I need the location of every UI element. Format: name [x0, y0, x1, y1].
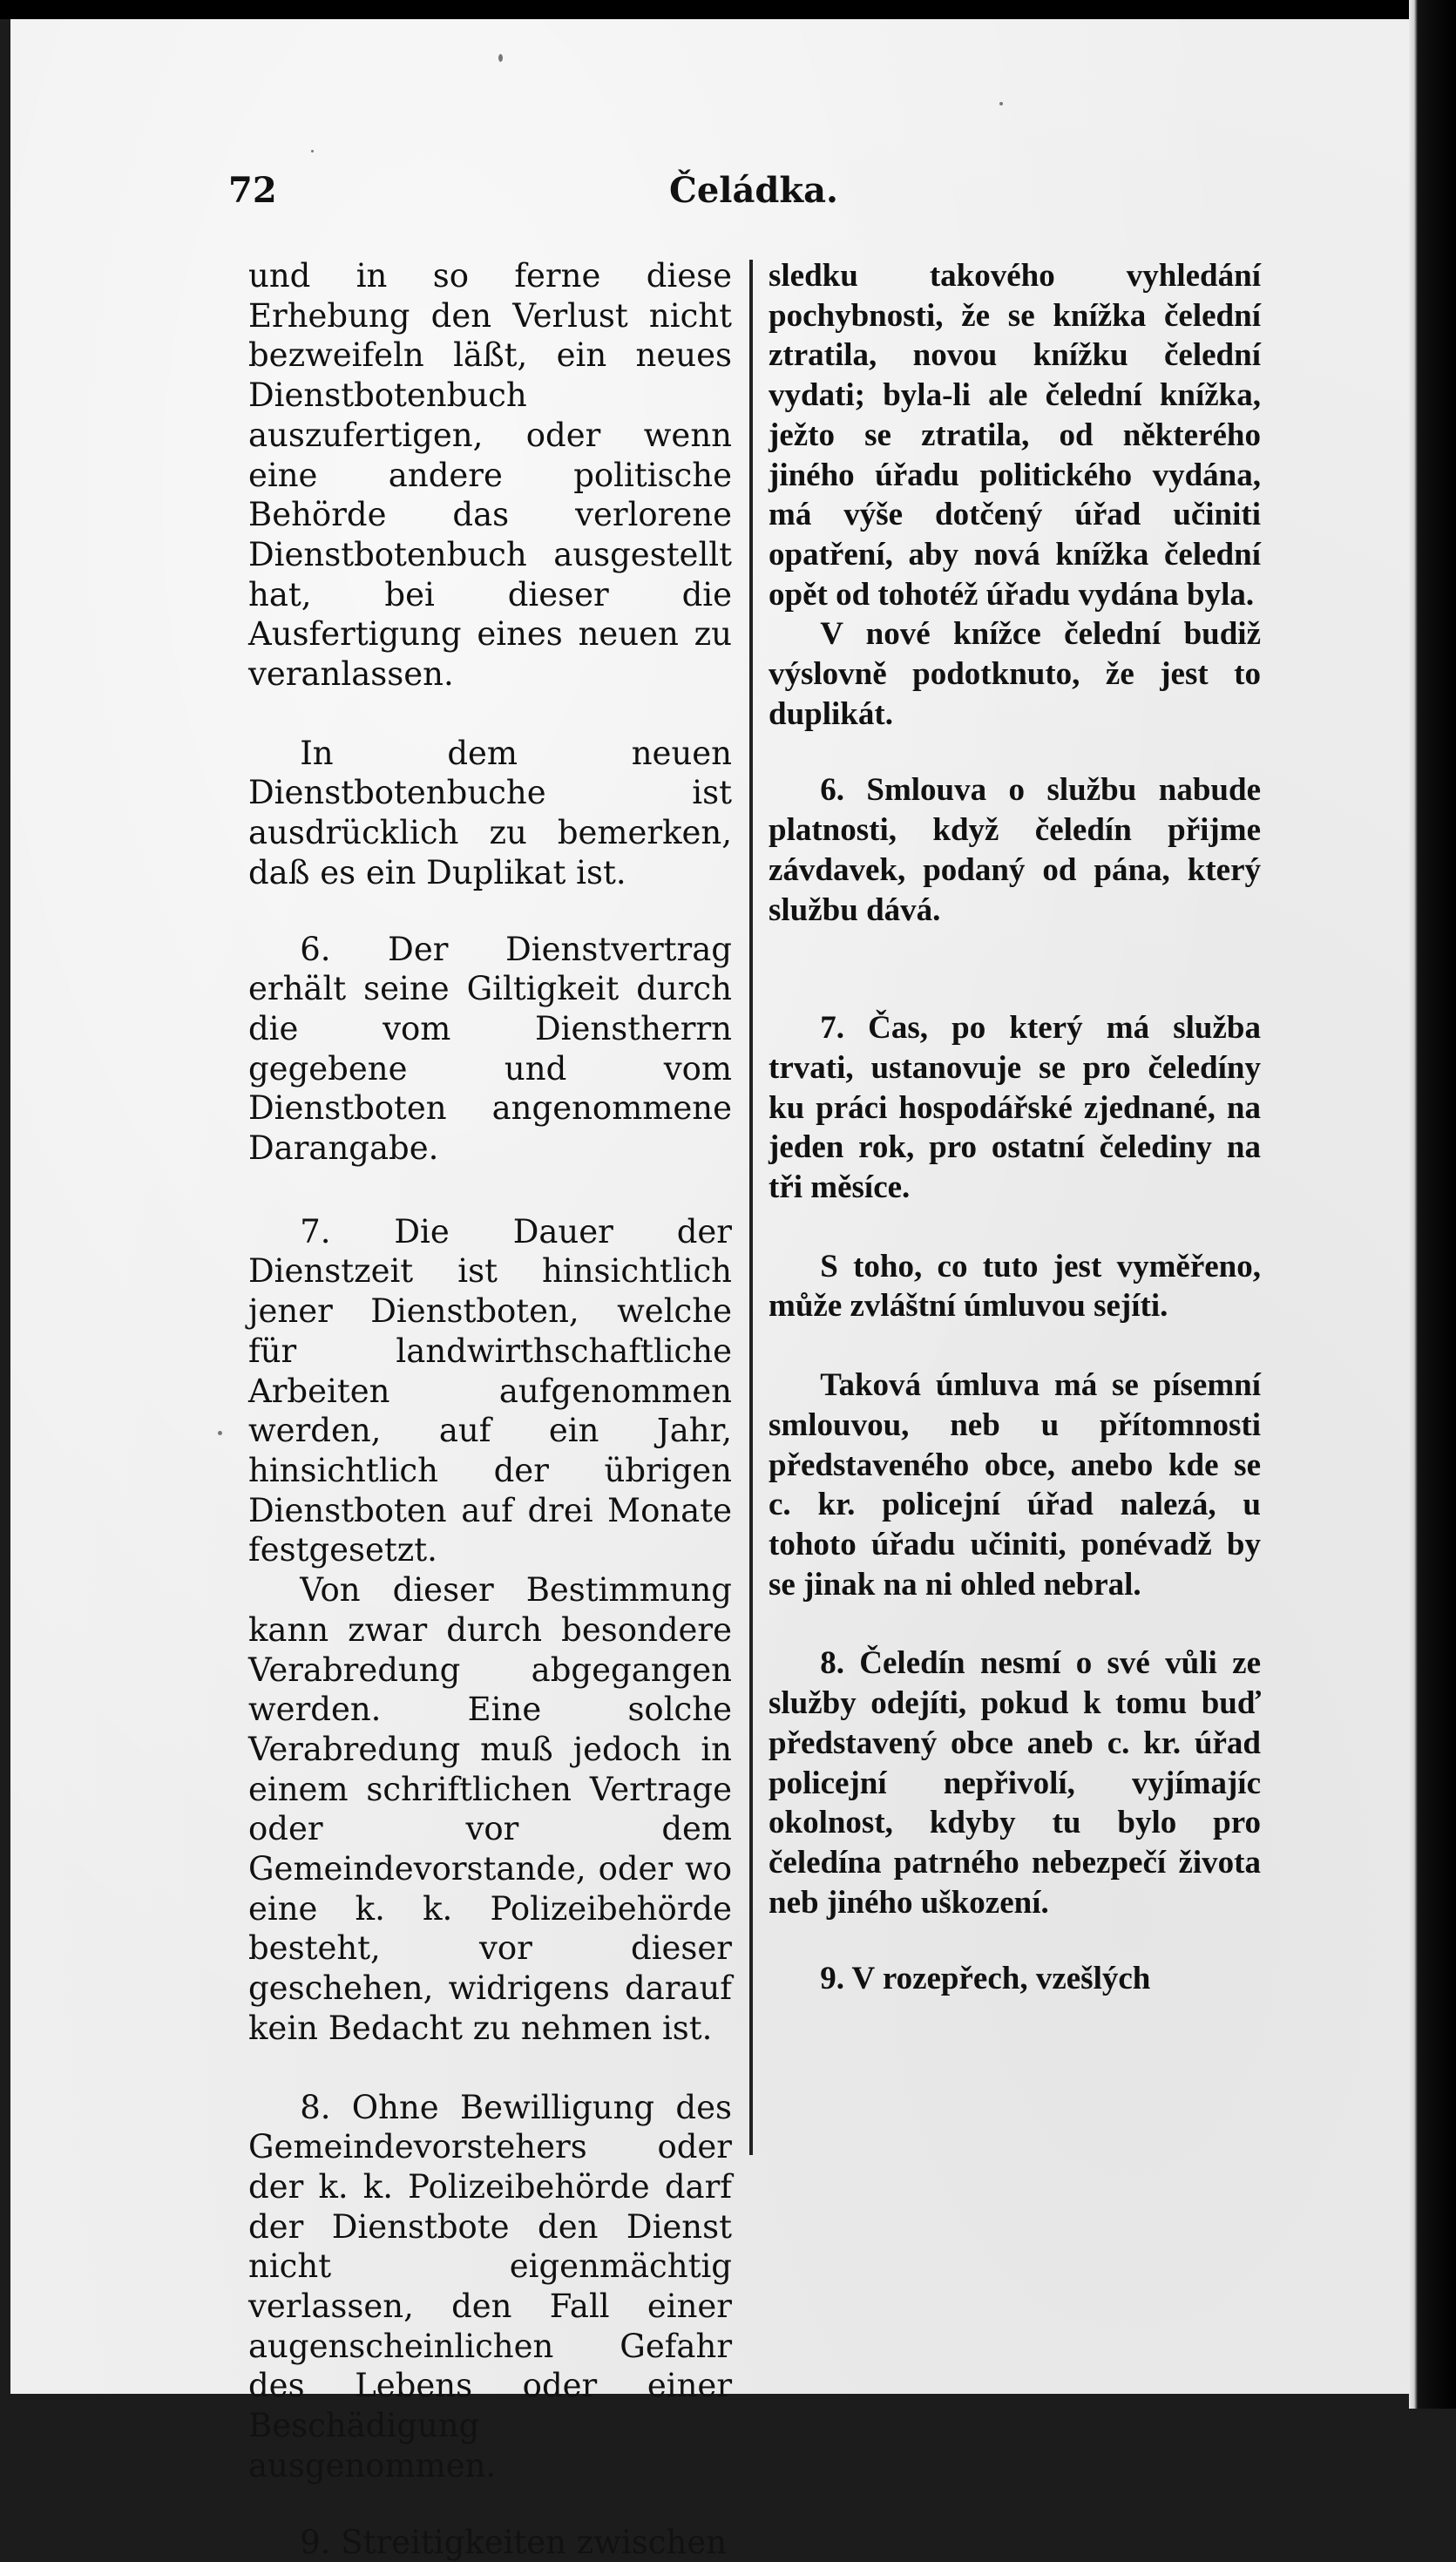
czech-column — [769, 256, 1261, 1999]
book-spine-shadow — [1409, 0, 1456, 2409]
german-paragraph-9: 9. Streitigkeiten zwischen — [300, 2523, 728, 2561]
paper-speck — [999, 102, 1003, 105]
paper-speck — [498, 54, 503, 62]
scan-top-border — [0, 0, 1456, 19]
czech-paragraph-6: 6. Smlouva o službu nabude platnosti, když čeledín přijme závdavek, podaný od pána, který službu dává. — [769, 772, 1261, 928]
german-paragraph-8: 8. Ohne Bewilligung des Gemeindevorstehers oder der k. k. Polizeibehörde darf der Dienstbote den Dienst nicht eigenmächtig verlassen, den Fall einer augenscheinlichen Gefahr des Lebens oder einer Beschädigung ausgenommen. — [248, 2088, 732, 2484]
german-column — [248, 256, 732, 2562]
czech-paragraph-9: 9. V rozepřech, vzešlých — [820, 1961, 1151, 1997]
german-paragraph-6: 6. Der Dienstvertrag erhält seine Giltigkeit durch die vom Dienstherrn gegebene und vom Dienstboten angenommene Darangabe. — [248, 930, 732, 1168]
czech-paragraph: V nové knížce čelední budiž výslovně podotknuto, že jest to duplikát. — [769, 616, 1261, 732]
column-divider — [749, 260, 753, 2155]
czech-paragraph: S toho, co tuto jest vyměřeno, může zvláštní úmluvou sejíti. — [769, 1248, 1261, 1325]
german-paragraph-7: 7. Die Dauer der Dienstzeit ist hinsichtlich jener Dienstboten, welche für landwirthschaftliche Arbeiten aufgenommen werden, auf ein Jahr, hinsichtlich der übrigen Dienstboten auf drei Monate festgesetzt. — [248, 1212, 732, 1569]
page-header — [0, 170, 1398, 222]
german-paragraph: und in so ferne diese Erhebung den Verlust nicht bezweifeln läßt, ein neues Dienstbotenbuch auszufertigen, oder wenn eine andere politische Behörde das verlorene Dienstbotenbuch ausgestellt hat, bei dieser die Ausfertigung eines neuen zu veranlassen. — [248, 257, 732, 694]
german-paragraph: In dem neuen Dienstbotenbuche ist ausdrücklich zu bemerken, daß es ein Duplikat ist. — [248, 734, 732, 891]
running-title: Čeládka. — [669, 170, 838, 211]
paper-speck — [218, 1431, 222, 1435]
german-paragraph: Von dieser Bestimmung kann zwar durch besondere Verabredung abgegangen werden. Eine solche Verabredung muß jedoch in einem schriftlichen Vertrage oder vor dem Gemeindevorstande, oder wo eine k. k. Polizeibehörde besteht, vor dieser geschehen, widrigens darauf kein Bedacht zu nehmen ist. — [248, 1571, 732, 2047]
czech-paragraph-7: 7. Čas, po který má služba trvati, ustanovuje se pro čeledíny ku práci hospodářské zjednané, na jeden rok, pro ostatní čelediny na tři měsíce. — [769, 1010, 1261, 1206]
page-number: 72 — [228, 170, 277, 211]
czech-paragraph: sledku takového vyhledání pochybnosti, že se knížka čelední ztratila, novou knížku čelední vydati; byla-li ale čelední knížka, ježto se ztratila, od některého jiného úřadu politického vydána, má výše dotčený úřad učiniti opatření, aby nová knížka čelední opět od tohotéž úřadu vydána byla. — [769, 258, 1261, 613]
czech-paragraph-8: 8. Čeledín nesmí o své vůli ze služby odejíti, pokud k tomu buď představený obce aneb c. kr. úřad policejní nepřivolí, vyjímajíc okolnost, kdyby tu bylo pro čeledína patrného nebezpečí života neb jiného uškození. — [769, 1645, 1261, 1921]
paper-speck — [311, 150, 314, 152]
czech-paragraph: Taková úmluva má se písemní smlouvou, neb u přítomnosti představeného obce, anebo kde se c. kr. policejní úřad nalezá, u tohoto úřadu učiniti, ponévadž by se jinak na ni ohled nebral. — [769, 1367, 1261, 1603]
